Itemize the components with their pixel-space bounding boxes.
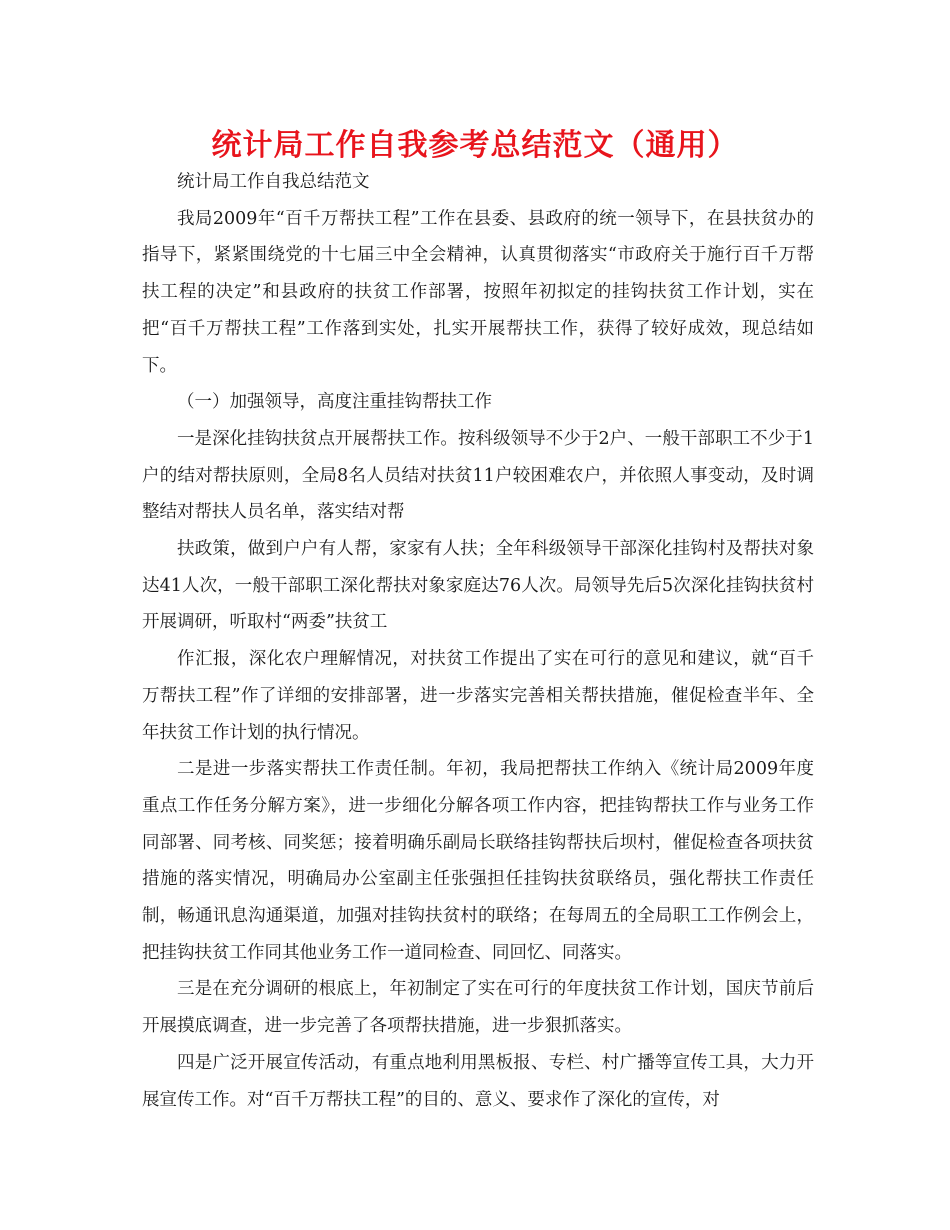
- body-paragraph: 三是在充分调研的根底上，年初制定了实在可行的年度扶贫工作计划，国庆节前后开展摸底调查，进一步完善了各项帮扶措施，进一步狠抓落实。: [142, 979, 814, 1037]
- body-paragraph: 四是广泛开展宣传活动，有重点地利用黑板报、专栏、村广播等宣传工具，大力开展宣传工作。对“百千万帮扶工程”的目的、意义、要求作了深化的宣传，对: [142, 1052, 814, 1110]
- body-paragraph: 作汇报，深化农户理解情况，对扶贫工作提出了实在可行的意见和建议，就“百千万帮扶工程”作了详细的安排部署，进一步落实完善相关帮扶措施，催促检查半年、全年扶贫工作计划的执行情况。: [142, 649, 814, 743]
- document-title: 统计局工作自我参考总结范文（通用）: [211, 128, 739, 163]
- section-heading: （一）加强领导，高度注重挂钩帮扶工作: [177, 392, 492, 413]
- body-paragraph: 扶政策，做到户户有人帮，家家有人扶；全年科级领导干部深化挂钩村及帮扶对象达41人次，一般干部职工深化帮扶对象家庭达76人次。局领导先后5次深化挂钩扶贫村开展调研，听取村“两委”扶贫工: [142, 539, 814, 633]
- body-paragraph: 二是进一步落实帮扶工作责任制。年初，我局把帮扶工作纳入《统计局2009年度重点工作任务分解方案》，进一步细化分解各项工作内容，把挂钩帮扶工作与业务工作同部署、同考核、同奖惩；接着明确乐副局长联络挂钩帮扶后坝村，催促检查各项扶贫措施的落实情况，明确局办公室副主任张强担任挂钩扶贫联络员，强化帮扶工作责任制，畅通讯息沟通渠道，加强对挂钩扶贫村的联络；在每周五的全局职工工作例会上，把挂钩扶贫工作同其他业务工作一道同检查、同回忆、同落实。: [142, 759, 814, 963]
- document-body: [142, 164, 814, 1118]
- body-paragraph: 我局2009年“百千万帮扶工程”工作在县委、县政府的统一领导下，在县扶贫办的指导下，紧紧围绕党的十七届三中全会精神，认真贯彻落实“市政府关于施行百千万帮扶工程的决定”和县政府的扶贫工作部署，按照年初拟定的挂钩扶贫工作计划，实在把“百千万帮扶工程”工作落到实处，扎实开展帮扶工作，获得了较好成效，现总结如下。: [142, 208, 814, 376]
- subtitle-paragraph: 统计局工作自我总结范文: [177, 172, 370, 192]
- body-paragraph: 一是深化挂钩扶贫点开展帮扶工作。按科级领导不少于2户、一般干部职工不少于1户的结对帮扶原则，全局8名人员结对扶贫11户较困难农户，并依照人事变动，及时调整结对帮扶人员名单，落实结对帮: [142, 428, 814, 523]
